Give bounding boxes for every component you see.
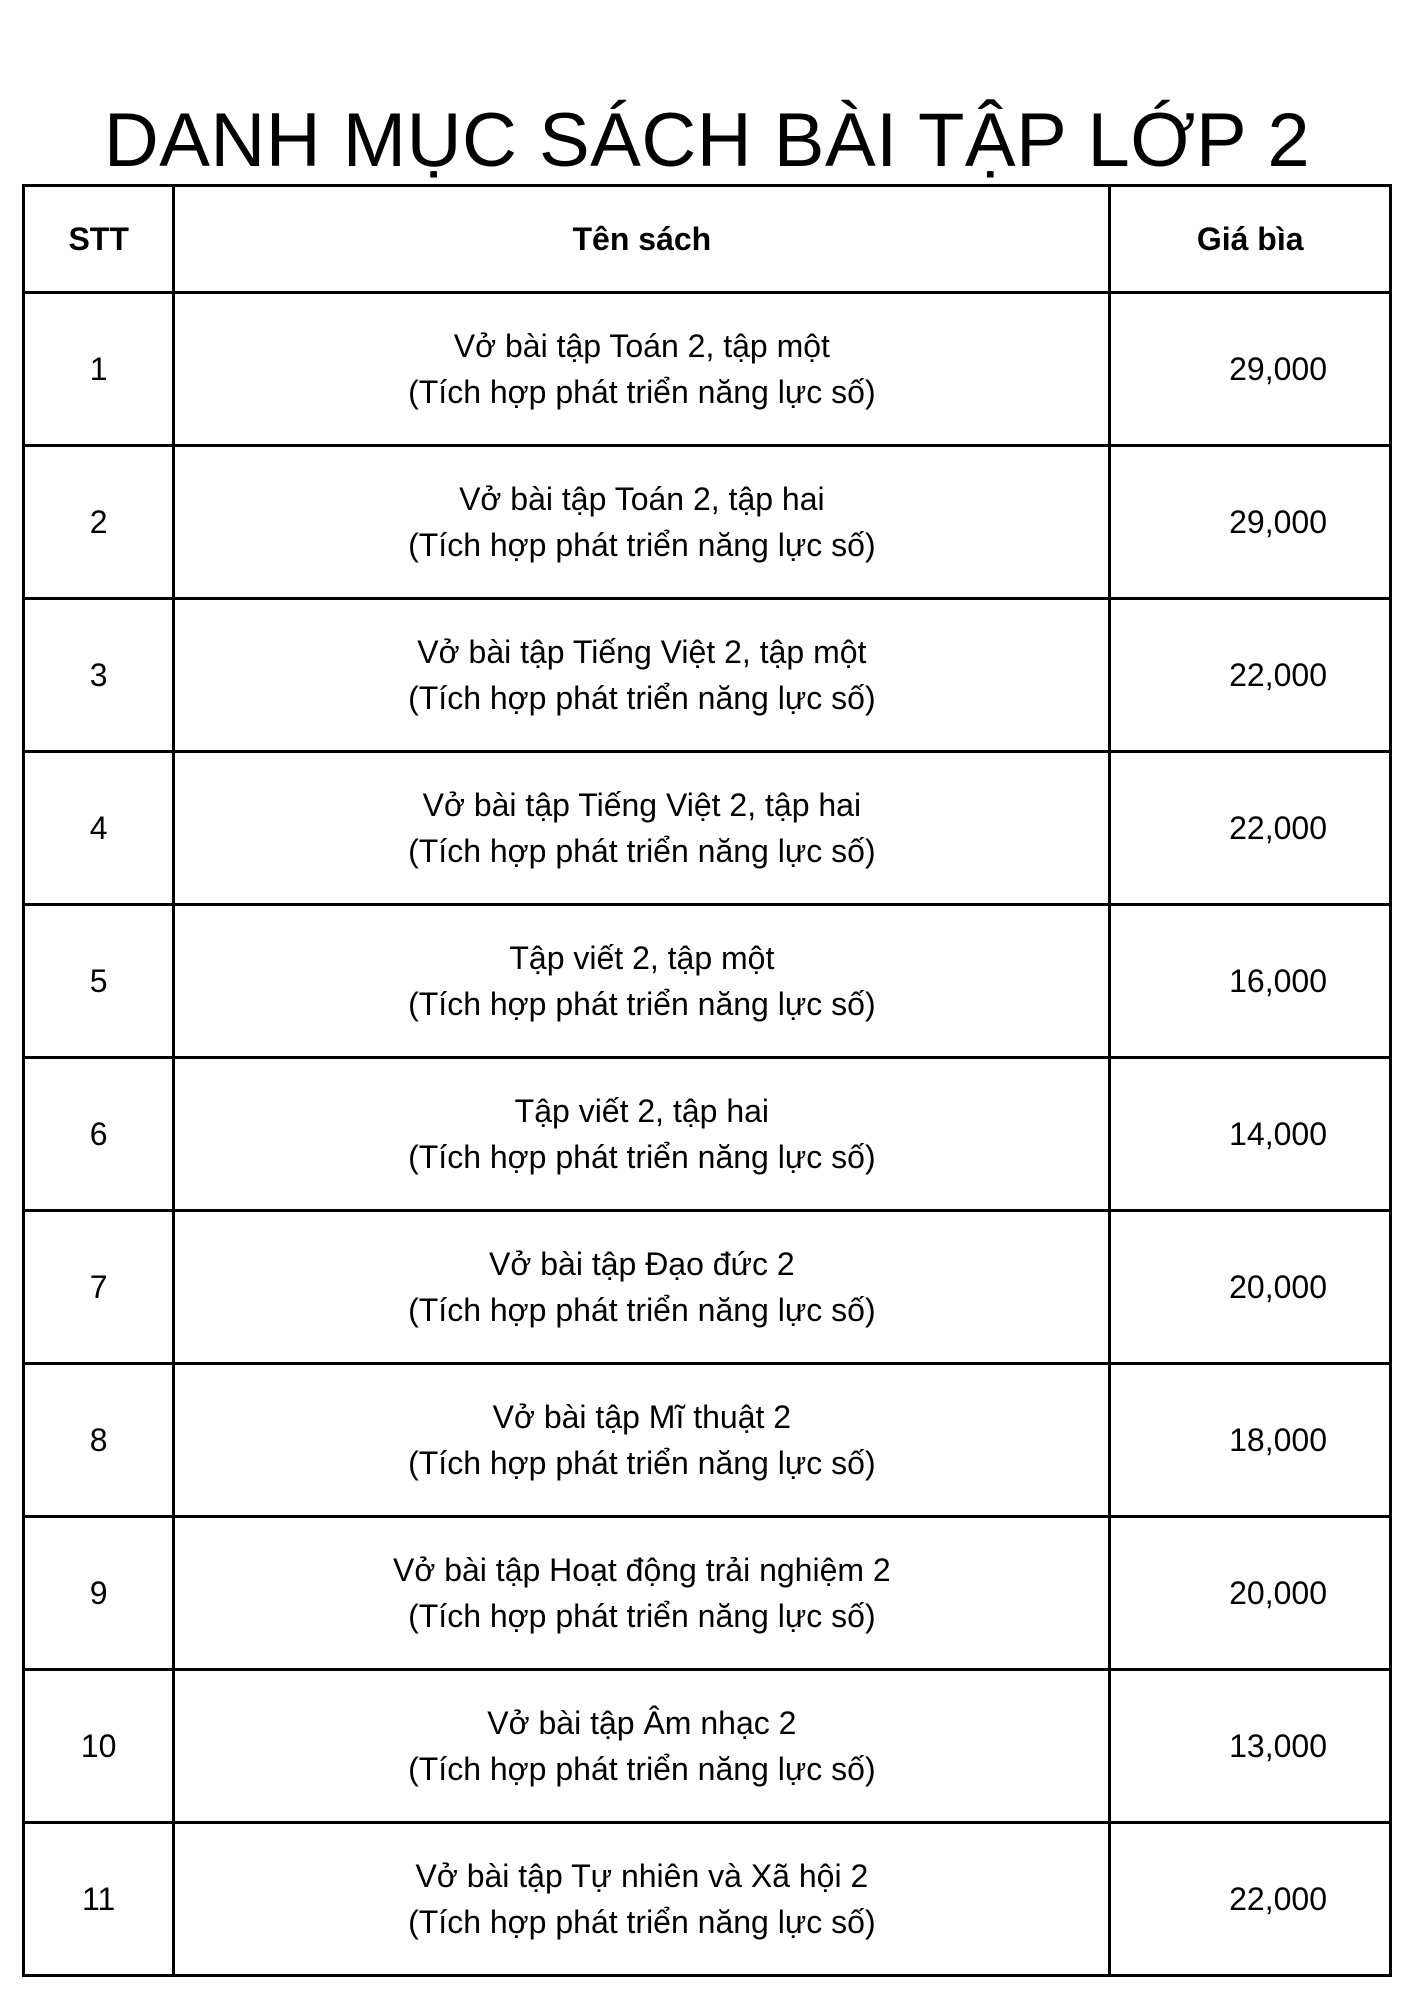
book-name-cell <box>174 752 1110 905</box>
book-name-cell <box>174 1211 1110 1364</box>
page-title: DANH MỤC SÁCH BÀI TẬP LỚP 2 <box>103 97 1311 183</box>
book-note: (Tích hợp phát triển năng lực số) <box>408 1139 876 1175</box>
book-note: (Tích hợp phát triển năng lực số) <box>408 986 876 1022</box>
row-number-cell: 3 <box>24 599 174 752</box>
book-note: (Tích hợp phát triển năng lực số) <box>408 527 876 563</box>
book-name-cell <box>174 905 1110 1058</box>
book-name-cell <box>174 1364 1110 1517</box>
table-row <box>24 1670 1391 1823</box>
book-note: (Tích hợp phát triển năng lực số) <box>408 1904 876 1940</box>
table-row <box>24 905 1391 1058</box>
row-number-cell: 7 <box>24 1211 174 1364</box>
book-note: (Tích hợp phát triển năng lực số) <box>408 1598 876 1634</box>
cover-price-cell: 22,000 <box>1110 1823 1391 1976</box>
cover-price-cell: 14,000 <box>1110 1058 1391 1211</box>
table-row <box>24 1364 1391 1517</box>
book-title: Vở bài tập Tiếng Việt 2, tập một <box>417 634 867 670</box>
book-name-cell <box>174 293 1110 446</box>
table-body <box>24 293 1391 1976</box>
header-row <box>24 186 1391 293</box>
cover-price-cell: 22,000 <box>1110 752 1391 905</box>
book-title: Vở bài tập Đạo đức 2 <box>489 1246 795 1282</box>
book-note: (Tích hợp phát triển năng lực số) <box>408 374 876 410</box>
table-header <box>24 186 1391 293</box>
book-note: (Tích hợp phát triển năng lực số) <box>408 1292 876 1328</box>
table-row <box>24 1823 1391 1976</box>
row-number-cell: 6 <box>24 1058 174 1211</box>
header-cover-price: Giá bìa <box>1110 186 1391 293</box>
book-name-cell <box>174 1517 1110 1670</box>
row-number-cell: 2 <box>24 446 174 599</box>
header-book-name: Tên sách <box>174 186 1110 293</box>
book-title: Tập viết 2, tập một <box>509 940 775 976</box>
book-title: Vở bài tập Hoạt động trải nghiệm 2 <box>392 1552 891 1588</box>
book-name-cell <box>174 1058 1110 1211</box>
cover-price-cell: 22,000 <box>1110 599 1391 752</box>
row-number-cell: 4 <box>24 752 174 905</box>
table-row <box>24 1211 1391 1364</box>
book-title: Vở bài tập Âm nhạc 2 <box>487 1705 797 1741</box>
row-number-cell: 10 <box>24 1670 174 1823</box>
book-title: Vở bài tập Mĩ thuật 2 <box>492 1399 792 1435</box>
table-row <box>24 599 1391 752</box>
cover-price-cell: 20,000 <box>1110 1517 1391 1670</box>
cover-price-cell: 20,000 <box>1110 1211 1391 1364</box>
book-catalog-table <box>22 184 1392 1977</box>
header-stt: STT <box>24 186 174 293</box>
book-note: (Tích hợp phát triển năng lực số) <box>408 680 876 716</box>
book-name-cell <box>174 1670 1110 1823</box>
table-row <box>24 446 1391 599</box>
book-title: Vở bài tập Tự nhiên và Xã hội 2 <box>415 1858 869 1894</box>
table-row <box>24 752 1391 905</box>
book-title: Vở bài tập Toán 2, tập hai <box>459 481 825 517</box>
cover-price-cell: 29,000 <box>1110 293 1391 446</box>
row-number-cell: 11 <box>24 1823 174 1976</box>
cover-price-cell: 13,000 <box>1110 1670 1391 1823</box>
book-note: (Tích hợp phát triển năng lực số) <box>408 1751 876 1787</box>
book-title: Vở bài tập Toán 2, tập một <box>453 328 830 364</box>
book-note: (Tích hợp phát triển năng lực số) <box>408 1445 876 1481</box>
table-row <box>24 1058 1391 1211</box>
book-title: Tập viết 2, tập hai <box>514 1093 770 1129</box>
book-name-cell <box>174 599 1110 752</box>
row-number-cell: 9 <box>24 1517 174 1670</box>
book-title: Vở bài tập Tiếng Việt 2, tập hai <box>422 787 862 823</box>
cover-price-cell: 29,000 <box>1110 446 1391 599</box>
book-name-cell <box>174 446 1110 599</box>
table-row <box>24 1517 1391 1670</box>
table-row <box>24 293 1391 446</box>
row-number-cell: 8 <box>24 1364 174 1517</box>
row-number-cell: 5 <box>24 905 174 1058</box>
book-note: (Tích hợp phát triển năng lực số) <box>408 833 876 869</box>
book-name-cell <box>174 1823 1110 1976</box>
cover-price-cell: 16,000 <box>1110 905 1391 1058</box>
cover-price-cell: 18,000 <box>1110 1364 1391 1517</box>
row-number-cell: 1 <box>24 293 174 446</box>
